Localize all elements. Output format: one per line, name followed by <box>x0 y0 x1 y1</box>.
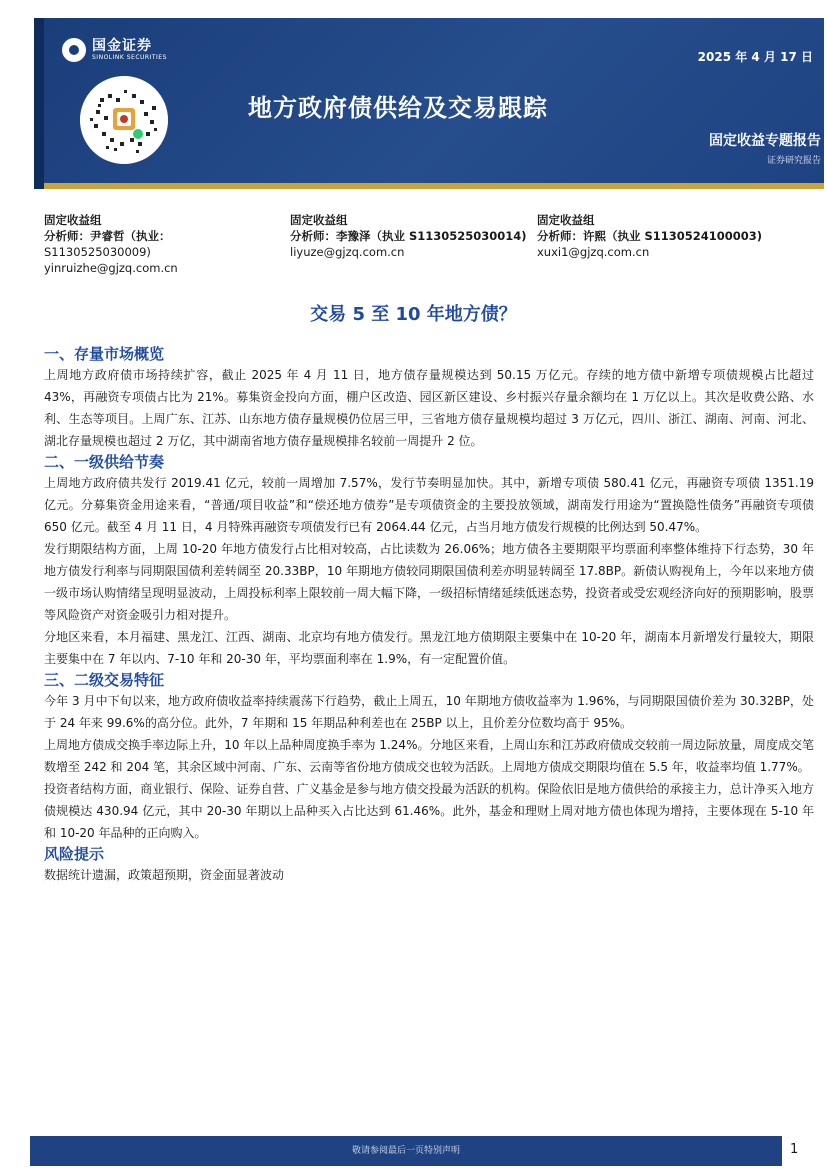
analyst-group: 固定收益组 <box>537 213 595 227</box>
analyst-email[interactable]: yinruizhe@gjzq.com.cn <box>44 261 178 275</box>
report-type: 固定收益专题报告 <box>709 133 821 149</box>
logo-name-en: SINOLINK SECURITIES <box>92 53 167 61</box>
page-number: 1 <box>790 1142 799 1157</box>
analyst-id: S1130525030009) <box>44 245 151 259</box>
section-risk-warning <box>44 844 814 886</box>
section-heading: 风险提示 <box>44 845 105 863</box>
analyst-email[interactable]: xuxi1@gjzq.com.cn <box>537 245 650 259</box>
logo-mark-icon <box>62 38 86 62</box>
section-market-overview <box>44 344 814 452</box>
analyst-name: 分析师：李豫泽（执业 S1130525030014) <box>290 229 527 243</box>
footer-disclaimer: 敬请参阅最后一页特别声明 <box>351 1146 460 1156</box>
qr-code-icon <box>80 76 168 164</box>
analyst-name: 分析师：尹睿哲（执业： <box>44 229 171 243</box>
section-heading: 二、一级供给节奏 <box>44 453 165 471</box>
report-date: 2025 年 4 月 17 日 <box>697 50 813 64</box>
report-subtype: 证券研究报告 <box>766 156 821 166</box>
banner-stripe <box>44 183 824 189</box>
report-title: 地方政府债供给及交易跟踪 <box>248 94 548 122</box>
paragraph: 上周地方债成交换手率边际上升，10 年以上品种周度换手率为 1.24%。分地区来看，上周山东和江苏政府债成交较前一周边际放量，周度成交笔数增至 242 和 204 笔，其余区域中河南、广东、云南等省份地方债成交也较为活跃。上周地方债成交期限均值在 5.5 年，收益率均值 1.77%。 <box>44 738 814 774</box>
analyst-group: 固定收益组 <box>44 213 102 227</box>
section-secondary-trading <box>44 670 814 844</box>
logo-name-cn: 国金证券 <box>92 37 152 54</box>
analyst-card <box>44 212 244 276</box>
paragraph: 今年 3 月中下旬以来，地方政府债收益率持续震荡下行趋势，截止上周五，10 年期地方债收益率为 1.96%，与同期限国债价差为 30.32BP，处于 24 年来 99.6%的高分位。此外，7 年期和 15 年期品种利差也在 25BP 以上，且价差分位数均高于 95%。 <box>44 694 814 730</box>
section-heading: 三、二级交易特征 <box>44 671 165 689</box>
section-primary-supply <box>44 452 814 670</box>
analyst-email[interactable]: liyuze@gjzq.com.cn <box>290 245 405 259</box>
paragraph: 数据统计遗漏，政策超预期，资金面显著波动 <box>44 868 285 882</box>
banner-side <box>34 18 44 189</box>
analyst-name: 分析师：许熙（执业 S1130524100003) <box>537 229 763 243</box>
company-logo <box>62 38 167 62</box>
report-body <box>44 344 814 886</box>
analyst-card <box>537 212 817 260</box>
paragraph: 上周地方政府债共发行 2019.41 亿元，较前一周增加 7.57%，发行节奏明显加快。其中，新增专项债 580.41 亿元，再融资专项债 1351.19 亿元。分募集资金用途来看，“普通/项目收益”和“偿还地方债券”是专项债资金的主要投放领域，湖南发行用途为“置换隐性债务”再融资专项债 650 亿元。截至 4 月 11 日，4 月特殊再融资专项债发行已有 2064.44 亿元，占当月地方债发行规模的比例达到 50.47%。 <box>44 476 814 534</box>
analyst-card <box>290 212 550 260</box>
paragraph: 发行期限结构方面，上周 10-20 年地方债发行占比相对较高，占比读数为 26.06%；地方债各主要期限平均票面利率整体维持下行态势，30 年地方债发行利率与同期限国债利差转阔至 20.33BP，10 年期地方债较同期限国债利差亦明显转阔至 17.8BP。新债认购视角上，今年以来地方债一级市场认购情绪呈现明显波动，上周投标利率上限较前一周大幅下降，一级招标情绪延续低迷态势，投资者或受宏观经济向好的预期影响，股票等风险资产对资金吸引力相对提升。 <box>44 542 814 622</box>
main-title: 交易 5 至 10 年地方债？ <box>310 304 517 325</box>
paragraph: 分地区来看，本月福建、黑龙江、江西、湖南、北京均有地方债发行。黑龙江地方债期限主要集中在 10-20 年，湖南本月新增发行量较大，期限主要集中在 7 年以内、7-10 年和 20-30 年，平均票面利率在 1.9%，有一定配置价值。 <box>44 630 814 666</box>
analyst-group: 固定收益组 <box>290 213 348 227</box>
paragraph: 上周地方政府债市场持续扩容，截止 2025 年 4 月 11 日，地方债存量规模达到 50.15 万亿元。存续的地方债中新增专项债规模占比超过 43%，再融资专项债占比为 21%。募集资金投向方面，棚户区改造、园区新区建设、乡村振兴存量余额均在 1 万亿以上。其次是收费公路、水利、生态等项目。上周广东、江苏、山东地方债存量规模仍位居三甲，三省地方债存量规模均超过 3 万亿元，四川、浙江、湖南、河南、河北、湖北存量规模也超过 2 万亿，其中湖南省地方债存量规模排名较前一周提升 2 位。 <box>44 368 814 448</box>
paragraph: 投资者结构方面，商业银行、保险、证券自营、广义基金是参与地方债交投最为活跃的机构。保险依旧是地方债供给的承接主力，总计净买入地方债规模达 430.94 亿元，其中 20-30 年期以上品种买入占比达到 61.46%。此外，基金和理财上周对地方债也体现为增持，主要体现在 5-10 年和 10-20 年品种的正向购入。 <box>44 782 814 840</box>
analyst-block <box>44 212 814 282</box>
section-heading: 一、存量市场概览 <box>44 345 165 363</box>
